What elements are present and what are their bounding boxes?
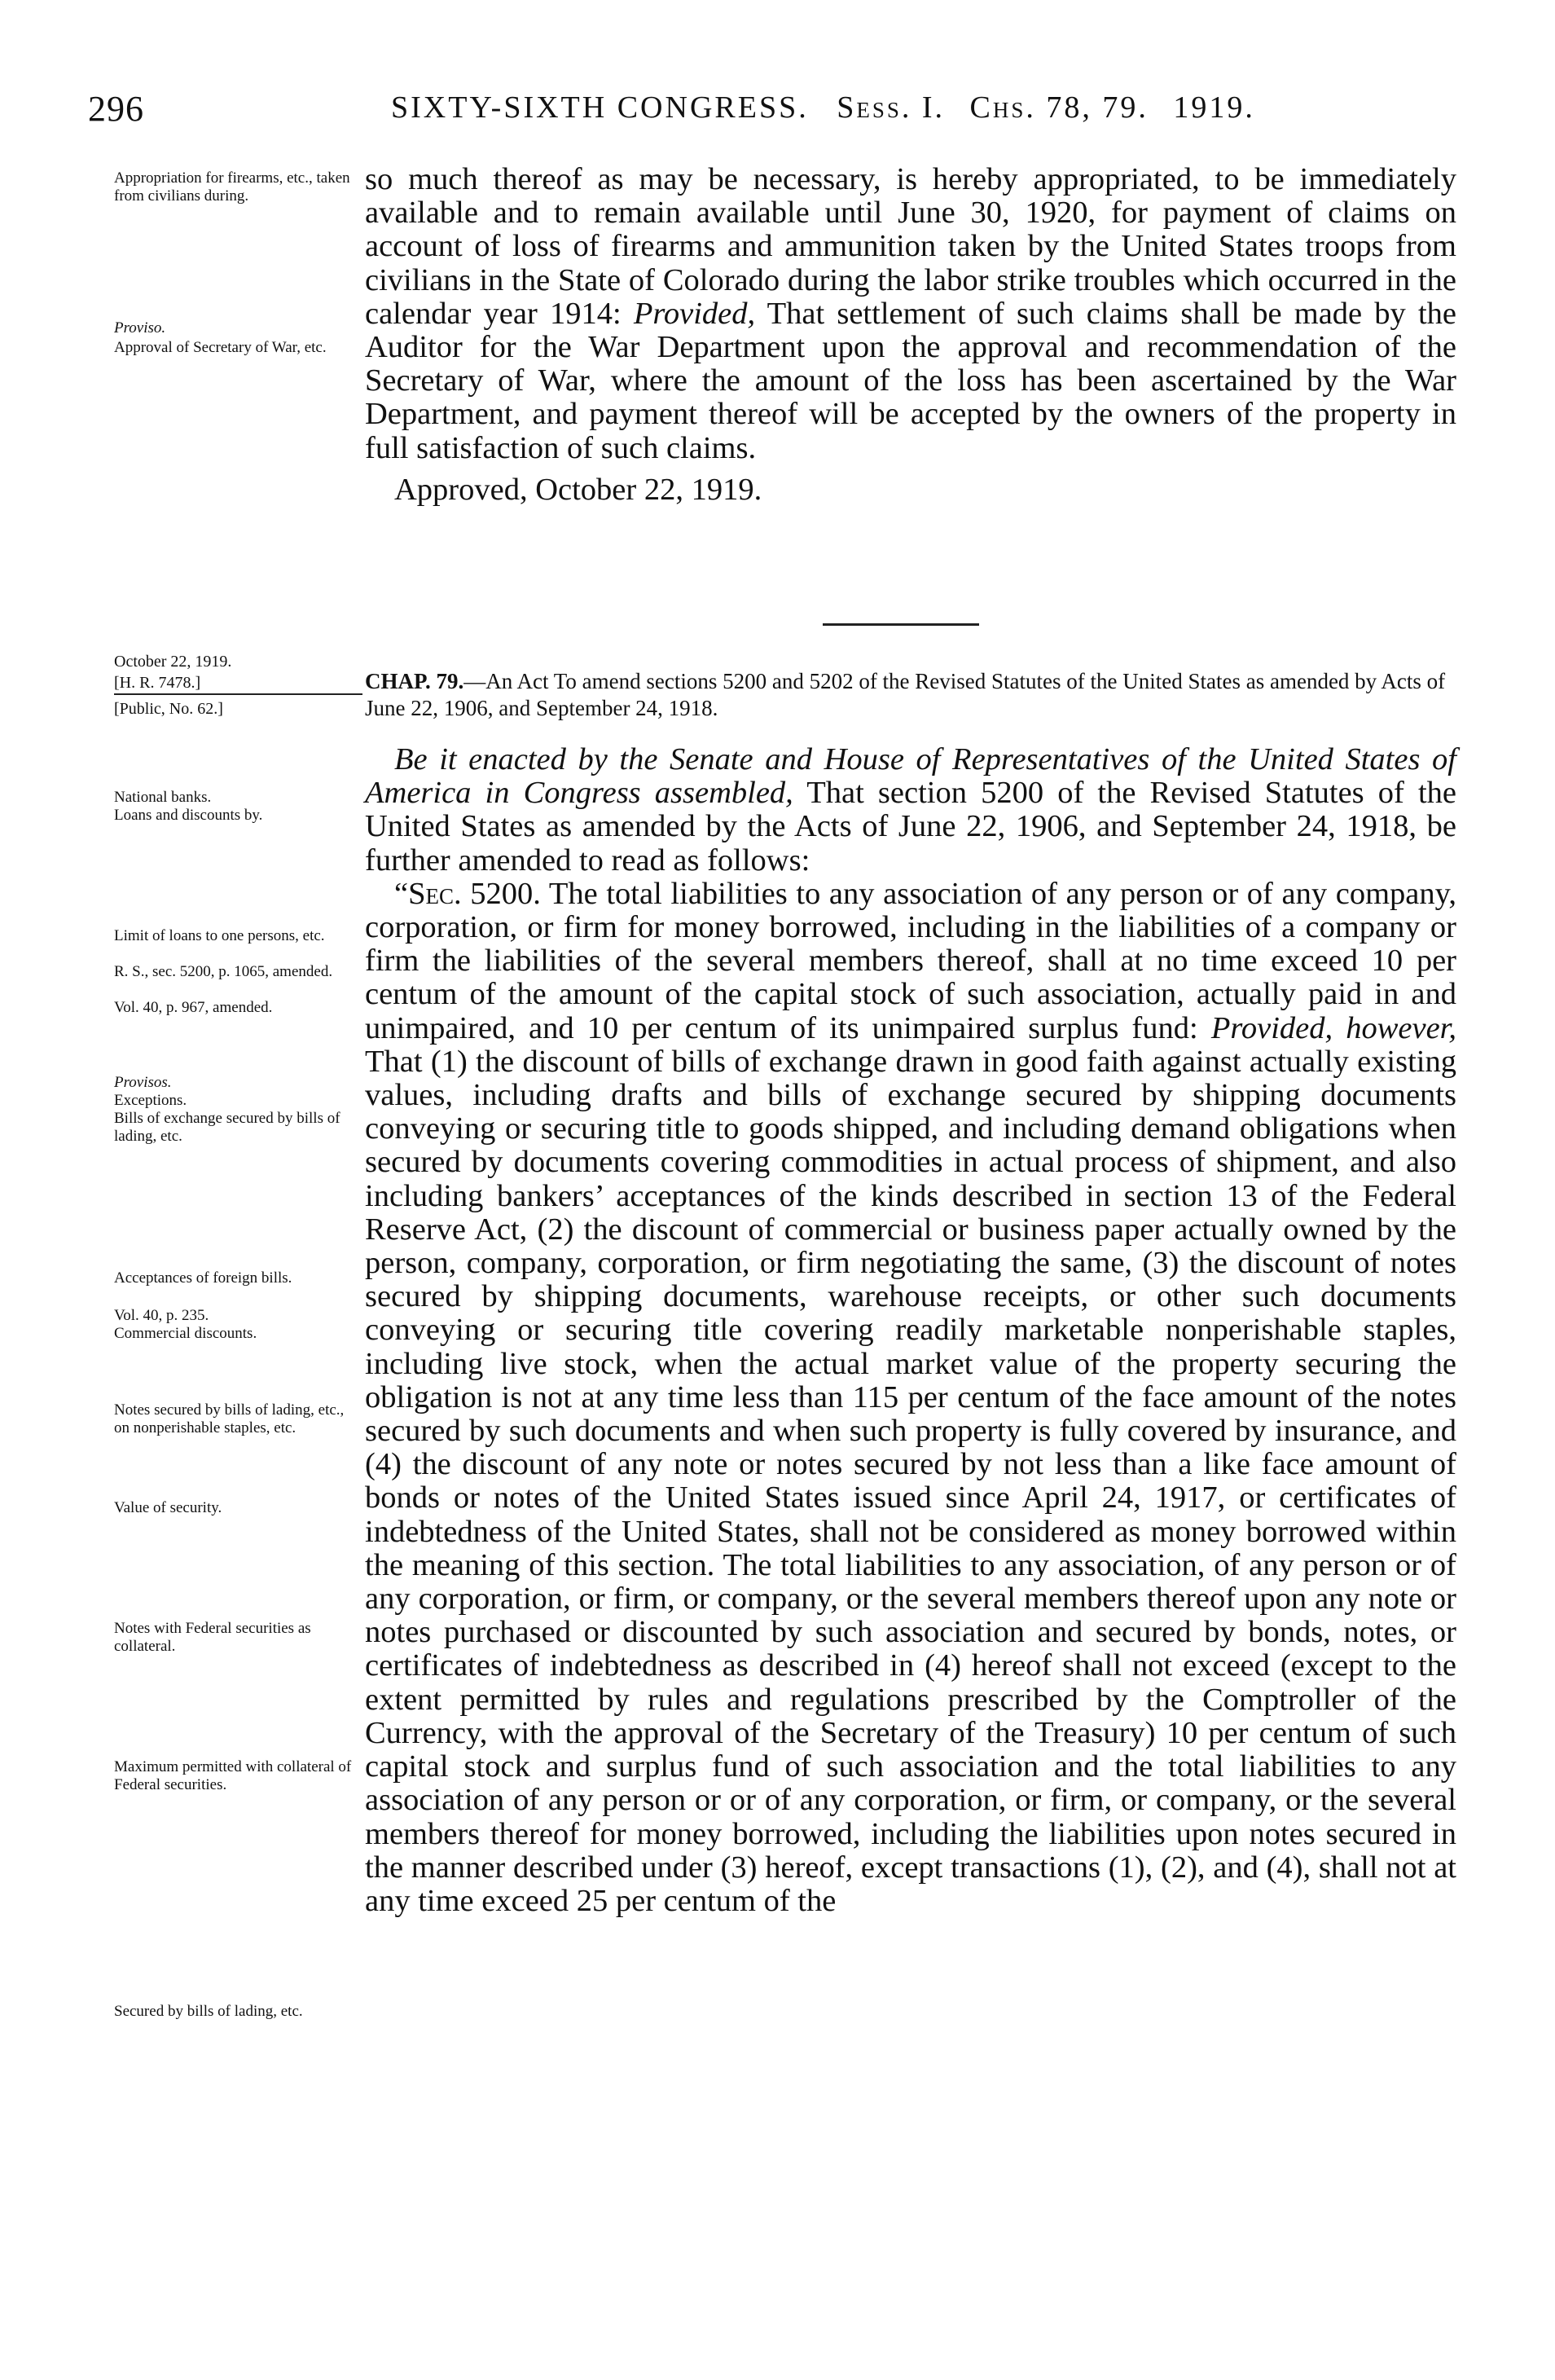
chapter-label: CHAP. 79.	[365, 669, 464, 693]
approved-line: Approved, October 22, 1919.	[394, 472, 762, 507]
margin-rule	[114, 693, 362, 695]
appropriation-paragraph	[365, 163, 1456, 507]
margin-note-secured-bills: Secured by bills of lading, etc.	[114, 2003, 303, 2020]
margin-note-provisos	[114, 1074, 355, 1092]
running-head-year: 1919.	[1173, 90, 1255, 125]
running-header	[0, 88, 1555, 137]
margin-note-appropriation: Appropriation for firearms, etc., taken from civilians during.	[114, 169, 350, 205]
running-head-session: Sess. I.	[837, 90, 946, 125]
margin-note-rs-sec: R. S., sec. 5200, p. 1065, amended.	[114, 963, 333, 980]
margin-note-maximum: Maximum permitted with collateral of Federal securities.	[114, 1758, 352, 1793]
provided-however-italic: Provided, however,	[1210, 1010, 1457, 1045]
act-body	[365, 743, 1456, 1918]
margin-note-bill: [H. R. 7478.]	[114, 674, 201, 692]
margin-note-public: [Public, No. 62.]	[114, 700, 223, 718]
enacting-rest: That section 5200 of the Revised Statutes of the United States as amended by the Acts of June 22, 1906, and September 24, 1918, be further amended to read as follows:	[365, 776, 1456, 878]
margin-note-loans: Loans and discounts by.	[114, 807, 263, 824]
enacting-italic: Be it enacted by the Senate and House of Representatives of the United States of America in Congress assembled,	[365, 742, 1456, 811]
chapter-title: —An Act To amend sections 5200 and 5202 of the Revised Statutes of the United States as amended by Acts of June 22, 1906, and September 24, 1918.	[365, 669, 1446, 720]
running-head	[391, 90, 1255, 125]
provided-italic: Provided,	[633, 296, 756, 331]
section-divider	[823, 623, 979, 626]
settlement-text: That settlement of such claims shall be made by the Auditor for the War Department upon the approval and recommendation of the Secretary of War, where the amount of the loss has been ascertained by the War Department, and payment thereof will be accepted by the owners of the property in full satisfaction of such claims.	[365, 296, 1457, 465]
margin-note-approval: Approval of Secretary of War, etc.	[114, 339, 327, 356]
margin-note-proviso	[114, 319, 355, 337]
enacting-clause	[365, 743, 1456, 878]
margin-note-date: October 22, 1919.	[114, 653, 232, 671]
margin-note-national-banks: National banks.	[114, 789, 212, 806]
margin-note-acceptances: Acceptances of foreign bills.	[114, 1269, 292, 1287]
section-5200	[365, 878, 1456, 1918]
running-head-congress: SIXTY-SIXTH CONGRESS.	[391, 90, 809, 125]
section-text-part2: That (1) the discount of bills of exchange drawn in good faith against actually existing values, including drafts and bills of exchange secured by shipping documents conveying or securing title to goods shipped, and including demand obligations when secured by documents covering commodities in actual process of shipment, and also including bankers’ acceptances of the kinds described in section 13 of the Federal Reserve Act, (2) the discount of commercial or business paper actually owned by the person, company, corporation, or firm negotiating the same, (3) the discount of notes secured by shipping documents, warehouse receipts, or other such documents conveying or securing title covering readily marketable nonperishable staples, including live stock, when the actual market value of the property securing the obligation is not at any time less than 115 per centum of the face amount of the notes secured by such documents and when such property is fully covered by insurance, and (4) the discount of any note or notes secured by not less than a like face amount of bonds or notes of the United States issued since April 24, 1917, or certificates of indebtedness of the United States, shall not be considered as money borrowed within the meaning of this section. The total liabilities to any association, of any person or of any corporation, or firm, or company, or the several members thereof upon any note or notes purchased or discounted by such association and secured by bonds, notes, or certificates of indebtedness as described in (4) hereof shall not exceed (except to the extent permitted by rules and regulations prescribed by the Comptroller of the Currency, with the approval of the Secretary of the Treasury) 10 per centum of such capital stock and surplus fund of such association and the total liabilities to any association of any person or or of any corporation, or firm, or company, or the several members thereof for money borrowed, including the liabilities upon notes secured in the manner described under (3) hereof, except transactions (1), (2), and (4), shall not at any time exceed 25 per centum of the	[365, 1044, 1456, 1918]
margin-note-commercial: Commercial discounts.	[114, 1325, 257, 1342]
margin-note-value-security: Value of security.	[114, 1499, 222, 1516]
margin-note-exceptions: Exceptions.	[114, 1092, 187, 1109]
margin-note-vol40-235: Vol. 40, p. 235.	[114, 1307, 209, 1324]
appropriation-text: so much thereof as may be necessary, is hereby appropriated, to be immediately available and to remain available until June 30, 1920, for payment of claims on account of loss of firearms and ammunition taken by the United States troops from civilians in the State of Colorado during the labor strike troubles which occurred in the calendar year 1914:	[365, 162, 1456, 331]
margin-note-limit: Limit of loans to one persons, etc.	[114, 927, 325, 944]
section-label: “Sec. 5200.	[394, 876, 541, 911]
margin-note-vol40: Vol. 40, p. 967, amended.	[114, 999, 273, 1016]
margin-note-provisos-label: Provisos.	[114, 1074, 172, 1091]
margin-note-proviso-label: Proviso.	[114, 319, 166, 337]
page-number: 296	[88, 89, 144, 129]
margin-note-notes-secured: Notes secured by bills of lading, etc., on nonperishable staples, etc.	[114, 1401, 345, 1436]
section-text-part1: The total liabilities to any association of any person or of any company, corporation, or firm for money borrowed, including in the liabilities of a company or firm the liabilities of the several members thereof, shall at no time exceed 10 per centum of the amount of the capital stock of such association, actually paid in and unimpaired, and 10 per centum of its unimpaired surplus fund:	[365, 876, 1456, 1045]
margin-note-bills-exchange: Bills of exchange secured by bills of lading, etc.	[114, 1110, 340, 1145]
running-head-chapters: Chs. 78, 79.	[969, 90, 1149, 125]
chapter-heading	[365, 668, 1456, 722]
margin-note-federal-securities: Notes with Federal securities as collateral.	[114, 1620, 311, 1655]
